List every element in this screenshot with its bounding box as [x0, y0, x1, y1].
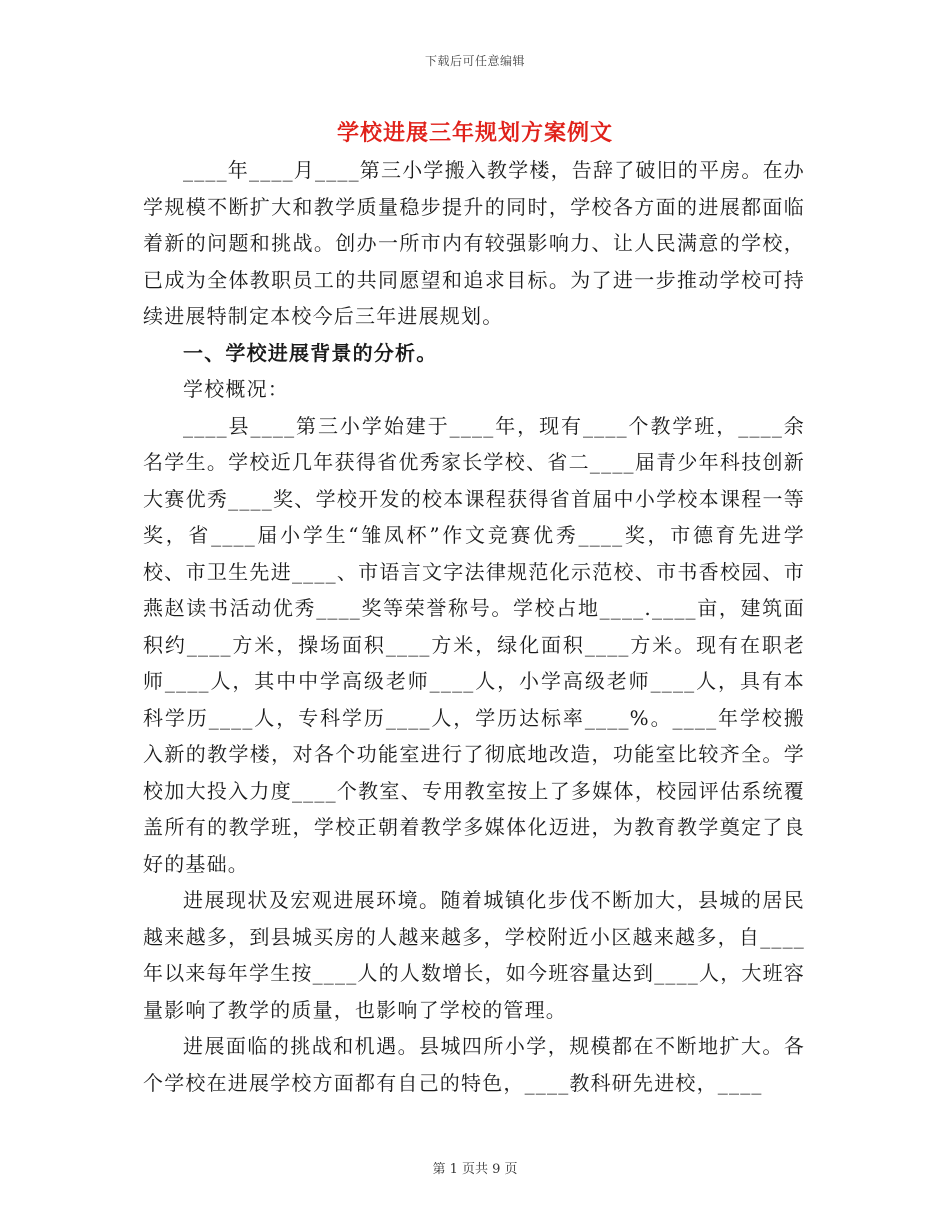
page-header-note: 下载后可任意编辑 [424, 54, 525, 68]
document-body [143, 152, 805, 1101]
document-title: 学校进展三年规划方案例文 [336, 120, 613, 146]
page-footer: 第 1 页共 9 页 [432, 1162, 518, 1177]
intro-paragraph: ____年____月____第三小学搬入教学楼，告辞了破旧的平房。在办学规模不断扩大和教学质量稳步提升的同时，学校各方面的进展都面临着新的问题和挑战。创办一所市内有较强影响力、让人民满意的学校，已成为全体教职员工的共同愿望和追求目标。为了进一步推动学校可持续进展特制定本校今后三年进展规划。 [143, 158, 805, 328]
current-status-paragraph: 进展现状及宏观进展环境。随着城镇化步伐不断加大，县城的居民越来越多，到县城买房的人越来越多，学校附近小区越来越多，自____年以来每年学生按____人的人数增长，如今班容量达到____人，大班容量影响了教学的质量，也影响了学校的管理。 [143, 888, 805, 1022]
school-overview-paragraph: ____县____第三小学始建于____年，现有____个教学班，____余名学生。学校近几年获得省优秀家长学校、省二____届青少年科技创新大赛优秀____奖、学校开发的校本课程获得省首届中小学校本课程一等奖，省____届小学生“雏凤杯”作文竞赛优秀____奖，市德育先进学校、市卫生先进____、市语言文字法律规范化示范校、市书香校园、市燕赵读书活动优秀____奖等荣誉称号。学校占地____.____亩，建筑面积约____方米，操场面积____方米，绿化面积____方米。现有在职老师____人，其中中学高级老师____人，小学高级老师____人，具有本科学历____人，专科学历____人，学历达标率____%。____年学校搬入新的教学楼，对各个功能室进行了彻底地改造，功能室比较齐全。学校加大投入力度____个教室、专用教室按上了多媒体，校园评估系统覆盖所有的教学班，学校正朝着教学多媒体化迈进，为教育教学奠定了良好的基础。 [143, 413, 805, 876]
section-heading: 一、学校进展背景的分析。 [183, 340, 438, 365]
challenges-paragraph: 进展面临的挑战和机遇。县城四所小学，规模都在不断地扩大。各个学校在进展学校方面都有自己的特色，____教科研先进校，____ [143, 1034, 805, 1095]
subheading-paragraph: 学校概况： [183, 377, 289, 401]
